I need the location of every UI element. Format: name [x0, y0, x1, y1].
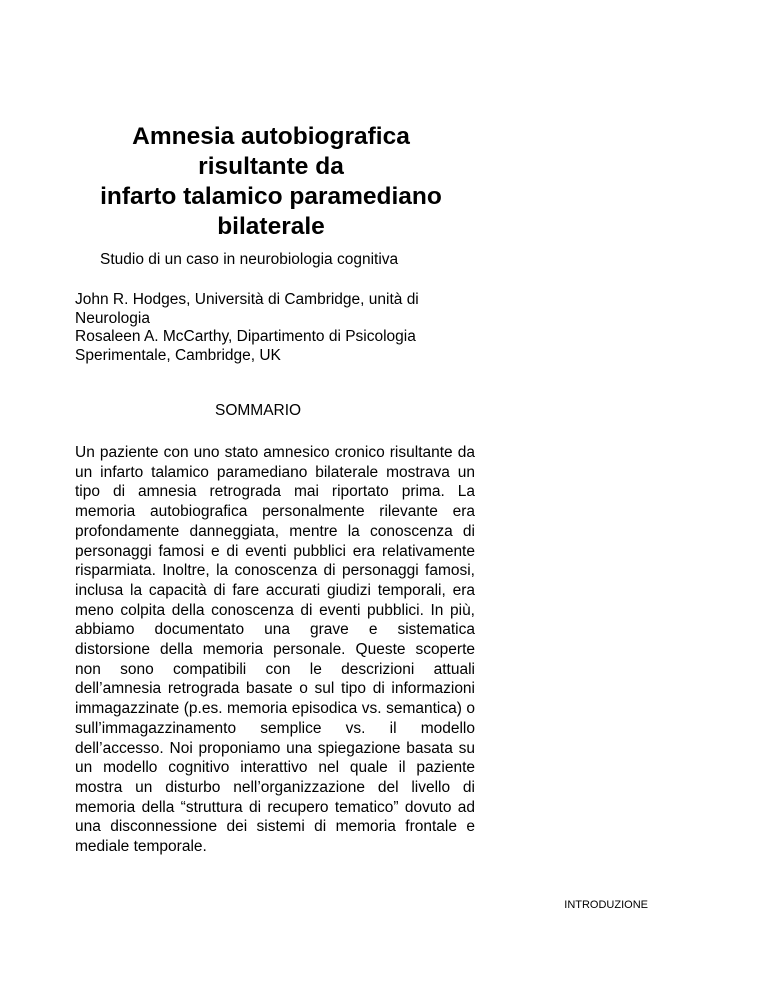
authors-block	[75, 291, 495, 365]
title-line: infarto talamico paramediano	[100, 183, 442, 210]
author-line: Neurologia	[75, 309, 150, 327]
author-line: John R. Hodges, Università di Cambridge, unità di	[75, 291, 419, 308]
title-line: bilaterale	[217, 213, 325, 240]
abstract-paragraph: Un paziente con uno stato amnesico cronico risultante da un infarto talamico paramediano bilaterale mostrava un tipo di amnesia retrograda mai riportato prima. La memoria autobiografica personalmente rilevante era profondamente danneggiata, mentre la conoscenza di personaggi famosi e di eventi pubblici era relativamente risparmiata. Inoltre, la conoscenza di personaggi famosi, inclusa la capacità di fare accurati giudizi temporali, era meno colpita della conoscenza di eventi pubblici. In più, abbiamo documentato una grave e sistematica distorsione della memoria personale. Queste scoperte non sono compatibili con le descrizioni attuali dell’amnesia retrograda basate o sul tipo di informazioni immagazzinate (p.es. memoria episodica vs. semantica) o sull’immagazzinamento semplice vs. il modello dell’accesso. Noi proponiamo una spiegazione basata su un modello cognitivo interattivo nel quale il paziente mostra un disturbo nell’organizzazione del livello di memoria della “struttura di recupero tematico” dovuto ad una disconnessione dei sistemi di memoria frontale e mediale temporale.	[75, 444, 475, 856]
document-title	[60, 122, 482, 242]
introduction-heading: INTRODUZIONE	[564, 899, 648, 911]
author-line: Sperimentale, Cambridge, UK	[75, 346, 281, 364]
document-subtitle: Studio di un caso in neurobiologia cognitiva	[100, 251, 399, 268]
author-line: Rosaleen A. McCarthy, Dipartimento di Psicologia	[75, 328, 416, 345]
title-line: risultante da	[198, 153, 344, 180]
summary-heading: SOMMARIO	[215, 402, 302, 419]
title-line: Amnesia autobiografica	[132, 123, 410, 150]
